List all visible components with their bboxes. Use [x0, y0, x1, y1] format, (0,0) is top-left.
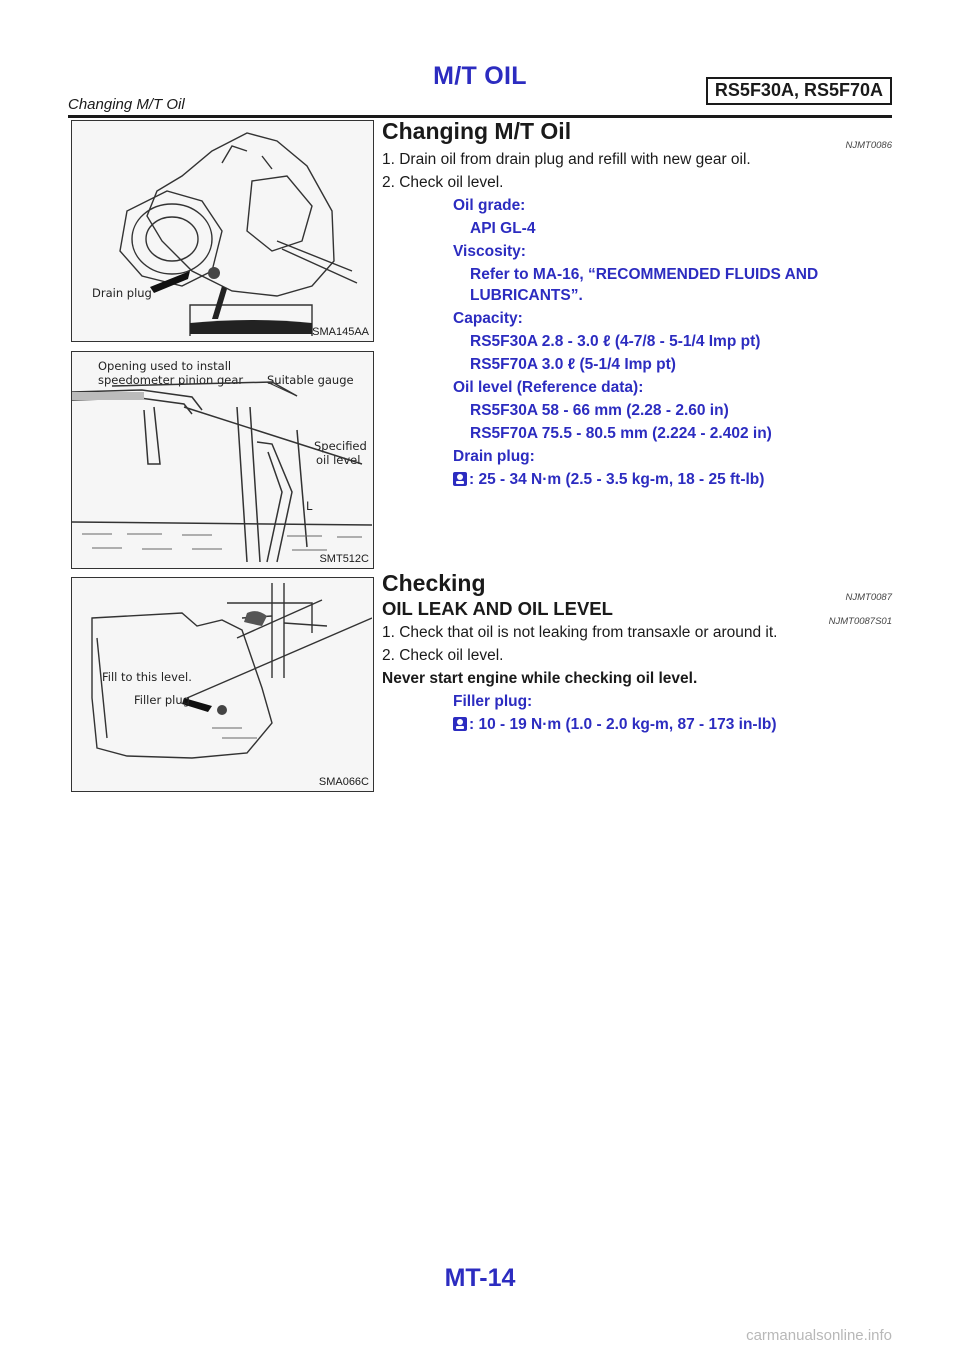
- spec-value: RS5F30A 2.8 - 3.0 ℓ (4-7/8 - 5-1/4 Imp pt): [470, 333, 761, 350]
- warning-text: Never start engine while checking oil level.: [382, 670, 698, 687]
- watermark: carmanualsonline.info: [746, 1327, 892, 1344]
- step: 1. Check that oil is not leaking from transaxle or around it.: [382, 624, 778, 641]
- page-title: M/T OIL: [433, 62, 527, 90]
- spec-value: LUBRICANTS”.: [470, 287, 583, 304]
- transaxle-drain-illustration: [72, 121, 372, 340]
- oil-gauge-illustration: [72, 352, 372, 567]
- section-ref: NJMT0086: [845, 140, 892, 151]
- torque-value: : 25 - 34 N·m (2.5 - 3.5 kg-m, 18 - 25 ft-lb): [469, 471, 765, 488]
- figure-code: SMA066C: [318, 776, 369, 788]
- figure-label: speedometer pinion gear: [98, 373, 244, 387]
- spec-label: Oil level (Reference data):: [453, 379, 644, 396]
- step: 2. Check oil level.: [382, 174, 504, 191]
- torque-wrench-icon: [453, 717, 467, 731]
- spec-label: Filler plug:: [453, 693, 533, 710]
- figure-label: Specified: [314, 439, 367, 453]
- figure-code: SMA145AA: [312, 326, 369, 338]
- spec-value: RS5F70A 75.5 - 80.5 mm (2.224 - 2.402 in): [470, 425, 772, 442]
- torque-spec: [453, 715, 777, 734]
- spec-value: RS5F30A 58 - 66 mm (2.28 - 2.60 in): [470, 402, 729, 419]
- figure-oil-gauge: [71, 351, 374, 569]
- figure-filler-plug: [71, 577, 374, 792]
- running-subtitle: Changing M/T Oil: [68, 96, 185, 113]
- step: 2. Check oil level.: [382, 647, 504, 664]
- spec-label: Drain plug:: [453, 448, 535, 465]
- spec-label: Capacity:: [453, 310, 523, 327]
- spec-label: Viscosity:: [453, 243, 526, 260]
- spec-label: Oil grade:: [453, 197, 526, 214]
- torque-value: : 10 - 19 N·m (1.0 - 2.0 kg-m, 87 - 173 in-lb): [469, 716, 777, 733]
- spec-value: RS5F70A 3.0 ℓ (5-1/4 Imp pt): [470, 356, 676, 373]
- figure-label: Fill to this level.: [102, 670, 192, 684]
- spec-value: Refer to MA-16, “RECOMMENDED FLUIDS AND: [470, 266, 819, 283]
- subsection-ref: NJMT0087S01: [828, 616, 892, 627]
- figure-label: Opening used to install: [98, 359, 232, 373]
- page-number: MT-14: [444, 1264, 516, 1292]
- figure-code: SMT512C: [319, 553, 369, 565]
- subsection-title: OIL LEAK AND OIL LEVEL: [382, 598, 613, 619]
- figure-drain-plug: [71, 120, 374, 342]
- model-badge: RS5F30A, RS5F70A: [706, 77, 892, 105]
- spec-value: API GL-4: [470, 220, 536, 237]
- figure-label: L: [306, 499, 313, 513]
- figure-label: Filler plug: [134, 693, 190, 707]
- torque-spec: [453, 470, 764, 489]
- filler-plug-illustration: [72, 578, 372, 790]
- section-title-checking: Checking: [382, 570, 486, 596]
- step: 1. Drain oil from drain plug and refill with new gear oil.: [382, 151, 751, 168]
- torque-wrench-icon: [453, 472, 467, 486]
- section-title-changing-oil: Changing M/T Oil: [382, 118, 572, 144]
- figure-label: Drain plug: [92, 286, 152, 300]
- section-ref: NJMT0087: [845, 592, 892, 603]
- figure-label: Suitable gauge: [267, 373, 354, 387]
- figure-label: oil level: [316, 453, 361, 467]
